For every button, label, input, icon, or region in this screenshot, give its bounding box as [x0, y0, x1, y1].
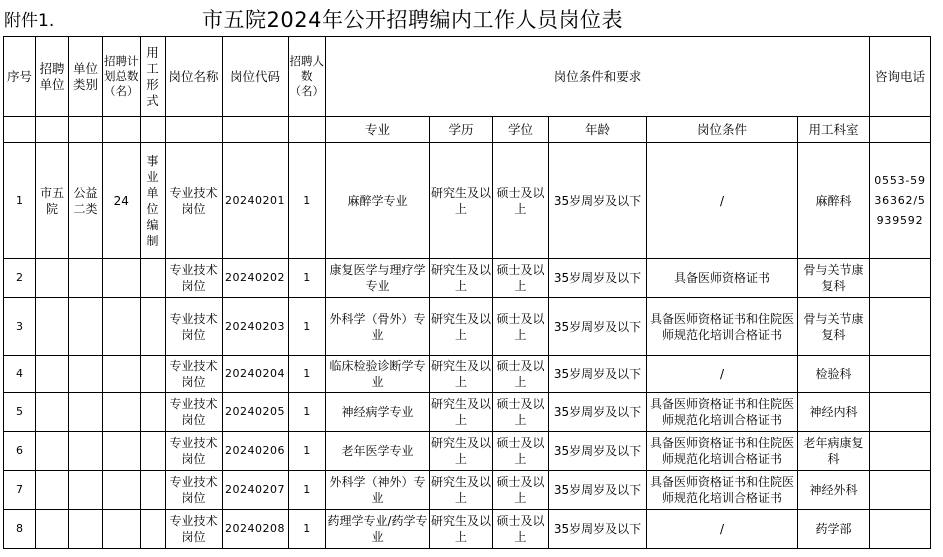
row-education: 研究生及以上 [430, 298, 493, 356]
row-major: 外科学（神外）专业 [326, 471, 430, 510]
row-employment-form [140, 259, 165, 298]
row-unit-type [69, 393, 103, 432]
subheader-department: 用工科室 [798, 117, 870, 143]
row-unit-type [69, 259, 103, 298]
header-seq: 序号 [4, 37, 36, 117]
row-unit [36, 259, 69, 298]
row-total [103, 432, 141, 471]
subheader-row [4, 117, 931, 143]
table-row [4, 432, 931, 471]
row-department: 神经外科 [798, 471, 870, 510]
row-age: 35岁周岁及以下 [549, 393, 647, 432]
header-unit: 招聘单位 [36, 37, 69, 117]
row-department: 骨与关节康复科 [798, 259, 870, 298]
row-phone [870, 510, 931, 549]
row-education: 研究生及以上 [430, 259, 493, 298]
row-education: 研究生及以上 [430, 471, 493, 510]
row-code: 20240205 [222, 393, 288, 432]
row-major: 麻醉学专业 [326, 143, 430, 259]
row-count: 1 [288, 432, 326, 471]
row-unit [36, 471, 69, 510]
header-position-name: 岗位名称 [165, 37, 222, 117]
table-row [4, 356, 931, 393]
row-phone [870, 432, 931, 471]
row-phone [870, 393, 931, 432]
row-major: 药理学专业/药学专业 [326, 510, 430, 549]
row-education: 研究生及以上 [430, 393, 493, 432]
row-age: 35岁周岁及以下 [549, 259, 647, 298]
row-conditions: 具备医师资格证书和住院医师规范化培训合格证书 [647, 298, 798, 356]
row-seq: 5 [4, 393, 36, 432]
row-conditions: 具备医师资格证书 [647, 259, 798, 298]
row-count: 1 [288, 298, 326, 356]
row-count: 1 [288, 143, 326, 259]
row-department: 神经内科 [798, 393, 870, 432]
row-degree: 硕士及以上 [493, 356, 549, 393]
row-age: 35岁周岁及以下 [549, 432, 647, 471]
subheader-conditions: 岗位条件 [647, 117, 798, 143]
row-age: 35岁周岁及以下 [549, 143, 647, 259]
row-degree: 硕士及以上 [493, 510, 549, 549]
row-total [103, 510, 141, 549]
row-unit [36, 356, 69, 393]
row-age: 35岁周岁及以下 [549, 298, 647, 356]
row-seq: 8 [4, 510, 36, 549]
row-employment-form [140, 298, 165, 356]
row-phone [870, 298, 931, 356]
row-total [103, 259, 141, 298]
row-phone: 0553-5936362/5939592 [870, 143, 931, 259]
row-conditions: / [647, 143, 798, 259]
row-seq: 4 [4, 356, 36, 393]
row-employment-form [140, 356, 165, 393]
table-row [4, 298, 931, 356]
header-unit-type: 单位类别 [69, 37, 103, 117]
table-row [4, 471, 931, 510]
row-department: 药学部 [798, 510, 870, 549]
page-header [0, 0, 943, 36]
row-total [103, 471, 141, 510]
row-position: 专业技术岗位 [165, 432, 222, 471]
header-row [4, 37, 931, 117]
row-unit-type: 公益二类 [69, 143, 103, 259]
row-count: 1 [288, 259, 326, 298]
subheader-degree: 学位 [493, 117, 549, 143]
row-education: 研究生及以上 [430, 432, 493, 471]
row-count: 1 [288, 356, 326, 393]
row-conditions: 具备医师资格证书和住院医师规范化培训合格证书 [647, 432, 798, 471]
row-degree: 硕士及以上 [493, 471, 549, 510]
row-degree: 硕士及以上 [493, 393, 549, 432]
row-education: 研究生及以上 [430, 356, 493, 393]
row-employment-form [140, 432, 165, 471]
table-row [4, 510, 931, 549]
row-degree: 硕士及以上 [493, 298, 549, 356]
row-education: 研究生及以上 [430, 143, 493, 259]
row-unit-type [69, 510, 103, 549]
row-position: 专业技术岗位 [165, 393, 222, 432]
row-seq: 6 [4, 432, 36, 471]
row-degree: 硕士及以上 [493, 432, 549, 471]
row-unit [36, 432, 69, 471]
subheader-major: 专业 [326, 117, 430, 143]
row-unit-type [69, 298, 103, 356]
row-department: 检验科 [798, 356, 870, 393]
row-conditions: 具备医师资格证书和住院医师规范化培训合格证书 [647, 471, 798, 510]
header-requirements: 岗位条件和要求 [326, 37, 870, 117]
subheader-age: 年龄 [549, 117, 647, 143]
row-department: 老年病康复科 [798, 432, 870, 471]
subheader-education: 学历 [430, 117, 493, 143]
row-count: 1 [288, 471, 326, 510]
row-age: 35岁周岁及以下 [549, 356, 647, 393]
row-unit: 市五院 [36, 143, 69, 259]
row-position: 专业技术岗位 [165, 259, 222, 298]
row-code: 20240206 [222, 432, 288, 471]
row-unit-type [69, 356, 103, 393]
row-major: 临床检验诊断学专业 [326, 356, 430, 393]
page-title: 市五院2024年公开招聘编内工作人员岗位表 [202, 8, 623, 32]
row-count: 1 [288, 510, 326, 549]
row-employment-form [140, 471, 165, 510]
row-unit-type [69, 432, 103, 471]
table-row [4, 259, 931, 298]
row-code: 20240207 [222, 471, 288, 510]
row-seq: 2 [4, 259, 36, 298]
row-unit-type [69, 471, 103, 510]
row-department: 骨与关节康复科 [798, 298, 870, 356]
table-row [4, 393, 931, 432]
row-position: 专业技术岗位 [165, 471, 222, 510]
header-total: 招聘计划总数（名） [103, 37, 141, 117]
row-code: 20240202 [222, 259, 288, 298]
row-major: 外科学（骨外）专业 [326, 298, 430, 356]
table-row [4, 143, 931, 259]
row-education: 研究生及以上 [430, 510, 493, 549]
row-phone [870, 259, 931, 298]
row-code: 20240208 [222, 510, 288, 549]
row-code: 20240204 [222, 356, 288, 393]
row-employment-form [140, 393, 165, 432]
row-phone [870, 356, 931, 393]
row-total [103, 356, 141, 393]
row-conditions: / [647, 356, 798, 393]
row-count: 1 [288, 393, 326, 432]
row-code: 20240201 [222, 143, 288, 259]
row-unit [36, 298, 69, 356]
row-conditions: / [647, 510, 798, 549]
row-seq: 7 [4, 471, 36, 510]
row-seq: 3 [4, 298, 36, 356]
row-total [103, 298, 141, 356]
row-conditions: 具备医师资格证书和住院医师规范化培训合格证书 [647, 393, 798, 432]
header-position-code: 岗位代码 [222, 37, 288, 117]
row-major: 神经病学专业 [326, 393, 430, 432]
row-total: 24 [103, 143, 141, 259]
positions-table [3, 36, 931, 549]
header-count: 招聘人数（名） [288, 37, 326, 117]
row-employment-form [140, 510, 165, 549]
row-total [103, 393, 141, 432]
row-major: 康复医学与理疗学专业 [326, 259, 430, 298]
row-major: 老年医学专业 [326, 432, 430, 471]
header-employment-form: 用工形式 [140, 37, 165, 117]
row-position: 专业技术岗位 [165, 510, 222, 549]
row-unit [36, 510, 69, 549]
attachment-label: 附件1. [4, 11, 55, 31]
row-degree: 硕士及以上 [493, 259, 549, 298]
header-phone: 咨询电话 [870, 37, 931, 117]
row-position: 专业技术岗位 [165, 298, 222, 356]
row-employment-form: 事业单位编制 [140, 143, 165, 259]
row-position: 专业技术岗位 [165, 143, 222, 259]
row-unit [36, 393, 69, 432]
row-department: 麻醉科 [798, 143, 870, 259]
row-seq: 1 [4, 143, 36, 259]
row-phone [870, 471, 931, 510]
row-age: 35岁周岁及以下 [549, 510, 647, 549]
row-degree: 硕士及以上 [493, 143, 549, 259]
row-code: 20240203 [222, 298, 288, 356]
row-age: 35岁周岁及以下 [549, 471, 647, 510]
row-position: 专业技术岗位 [165, 356, 222, 393]
